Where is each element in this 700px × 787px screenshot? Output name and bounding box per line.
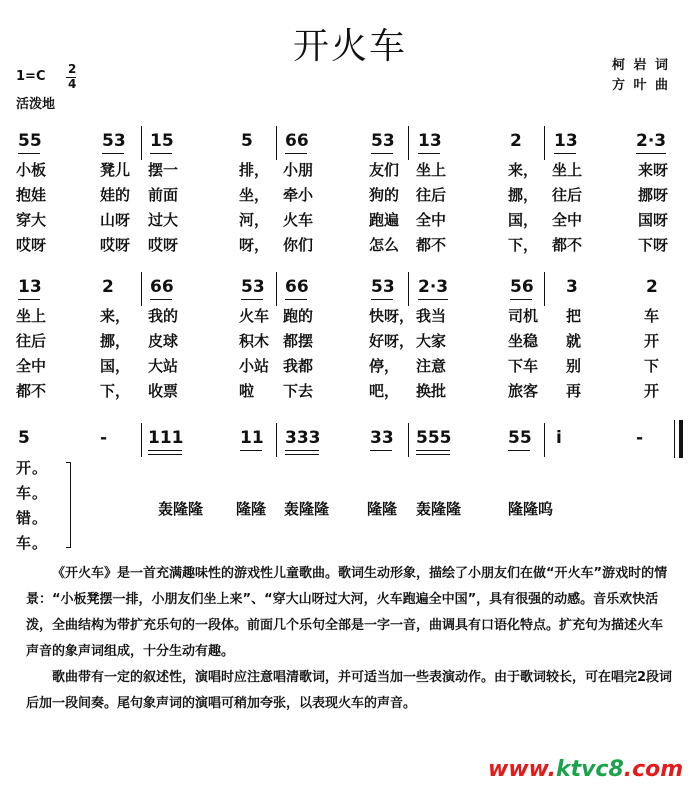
lyric: 摆一 xyxy=(148,161,179,179)
note: 11 xyxy=(240,428,264,448)
note: 13 xyxy=(18,277,42,297)
lyric: 娃的 xyxy=(100,186,131,204)
lyric: 注意 xyxy=(416,357,447,375)
barline xyxy=(141,423,142,457)
lyric: 别 xyxy=(566,357,582,375)
note-underline xyxy=(416,450,450,451)
note: 15 xyxy=(150,131,174,151)
note-underline xyxy=(285,299,307,300)
note: - xyxy=(100,428,108,448)
description-paragraph-2: 歌曲带有一定的叙述性，演唱时应注意唱清歌词，并可适当加一些表演动作。由于歌词较长，可在唱完2段词后加一段间奏。尾句象声词的演唱可稍加夸张，以表现火车的声音。 xyxy=(26,670,673,711)
note-underline xyxy=(285,450,319,451)
lyric: 凳儿 xyxy=(100,161,131,179)
note-underline xyxy=(148,454,182,455)
note: 555 xyxy=(416,428,452,448)
composer-credit: 方 叶 曲 xyxy=(612,78,671,93)
lyric: 你们 xyxy=(283,236,314,254)
barline xyxy=(276,423,277,457)
lyric: 全中 xyxy=(552,211,583,229)
lyric: 挪呀 xyxy=(638,186,669,204)
lyric: 下呀 xyxy=(638,236,669,254)
lyric: 下， xyxy=(100,382,131,400)
note: 2 xyxy=(646,277,658,297)
note-underline xyxy=(148,450,182,451)
lyric: 坐稳 xyxy=(508,332,539,350)
time-signature-line xyxy=(66,77,76,78)
onomatopoeia: 隆隆 xyxy=(367,500,398,518)
lyric: 大家 xyxy=(416,332,447,350)
lyric: 友们 xyxy=(369,161,400,179)
note: 2 xyxy=(510,131,522,151)
lyric: 来呀 xyxy=(638,161,669,179)
watermark-suffix: .com xyxy=(623,757,684,782)
onomatopoeia: 轰隆隆 xyxy=(284,500,330,518)
note-underline xyxy=(370,450,392,451)
note: 56 xyxy=(510,277,534,297)
key-signature: 1=C xyxy=(16,69,46,84)
lyric: 火车 xyxy=(239,307,270,325)
lyricist-credit: 柯 岩 词 xyxy=(612,58,671,73)
note: 55 xyxy=(18,131,42,151)
note-underline xyxy=(371,153,393,154)
barline xyxy=(408,126,409,160)
lyric: 都不 xyxy=(16,382,47,400)
end-char: 车 xyxy=(16,484,32,502)
lyric: 旅客 xyxy=(508,382,539,400)
lyric: 山呀 xyxy=(100,211,131,229)
note-underline xyxy=(508,450,530,451)
lyric: 开 xyxy=(644,382,660,400)
lyric: 小朋 xyxy=(283,161,314,179)
lyric: 国， xyxy=(508,211,539,229)
lyric: 司机 xyxy=(508,307,539,325)
note: 66 xyxy=(285,277,309,297)
lyric: 坐上 xyxy=(552,161,583,179)
note-underline xyxy=(285,454,319,455)
lyric: 狗的 xyxy=(369,186,400,204)
lyric: 都不 xyxy=(552,236,583,254)
lyric: 我当 xyxy=(416,307,447,325)
barline xyxy=(408,272,409,306)
lyric: 坐， xyxy=(239,186,270,204)
lyric: 跑的 xyxy=(283,307,314,325)
lyric: 下车 xyxy=(508,357,539,375)
note: i xyxy=(556,428,562,448)
lyric: 停， xyxy=(369,357,400,375)
lyric: 再 xyxy=(566,382,582,400)
lyric: 国呀 xyxy=(638,211,669,229)
lyric: 下， xyxy=(508,236,539,254)
tempo-marking: 活泼地 xyxy=(16,97,56,112)
end-dot: 。 xyxy=(32,484,48,502)
end-char: 车 xyxy=(16,534,32,552)
lyric: 来， xyxy=(100,307,131,325)
lyric: 挪， xyxy=(508,186,539,204)
lyric: 哎呀 xyxy=(100,236,131,254)
lyric: 小站 xyxy=(239,357,270,375)
lyric: 往后 xyxy=(16,332,47,350)
barline xyxy=(141,272,142,306)
note: 55 xyxy=(508,428,532,448)
note-underline xyxy=(636,153,666,154)
lyric: 哎呀 xyxy=(148,236,179,254)
lyric: 火车 xyxy=(283,211,314,229)
lyric: 啦 xyxy=(239,382,255,400)
lyric: 小板 xyxy=(16,161,47,179)
note: 5 xyxy=(18,428,30,448)
end-char: 错 xyxy=(16,509,32,527)
lyric: 快呀， xyxy=(369,307,415,325)
lyric: 怎么 xyxy=(369,236,400,254)
barline xyxy=(408,423,409,457)
lyric: 就 xyxy=(566,332,582,350)
note: 2·3 xyxy=(636,131,667,151)
note-underline xyxy=(371,299,393,300)
lyric: 往后 xyxy=(416,186,447,204)
lyric: 下 xyxy=(644,357,660,375)
description-paragraph-1: 《开火车》是一首充满趣味性的游戏性儿童歌曲。歌词生动形象，描绘了小朋友们在做“开火车”游戏时的情景：“小板凳摆一排，小朋友们坐上来”、“穿大山呀过大河，火车跑遍全中国”，具有很强的动感。音乐欢快活泼，全曲结构为带扩充乐句的一段体。前面几个乐句全部是一字一音，曲调具有口语化特点。扩充句为描述火车声音的象声词组成，十分生动有趣。 xyxy=(26,566,668,659)
final-barline-thin xyxy=(674,420,675,458)
lyric: 坐上 xyxy=(416,161,447,179)
onomatopoeia: 隆隆呜 xyxy=(508,500,554,518)
lyric: 积木 xyxy=(239,332,270,350)
lyric: 河， xyxy=(239,211,270,229)
note: 2·3 xyxy=(418,277,449,297)
lyric: 挪， xyxy=(100,332,131,350)
note: 66 xyxy=(150,277,174,297)
note-underline xyxy=(416,454,450,455)
lyric: 哎呀 xyxy=(16,236,47,254)
watermark-mid: ktvc8 xyxy=(555,757,624,782)
note: 33 xyxy=(370,428,394,448)
barline xyxy=(544,126,545,160)
lyric: 往后 xyxy=(552,186,583,204)
watermark-prefix: www. xyxy=(488,757,556,782)
note-underline xyxy=(418,299,448,300)
barline xyxy=(544,272,545,306)
lyric: 国， xyxy=(100,357,131,375)
note-underline xyxy=(150,299,172,300)
lyric: 车 xyxy=(644,307,660,325)
lyric: 吧， xyxy=(369,382,400,400)
note-underline xyxy=(240,450,262,451)
note: 333 xyxy=(285,428,321,448)
lyric: 来， xyxy=(508,161,539,179)
lyric: 开 xyxy=(644,332,660,350)
lyric: 呀， xyxy=(239,236,270,254)
lyric: 全中 xyxy=(16,357,47,375)
note-underline xyxy=(554,153,576,154)
note: - xyxy=(636,428,644,448)
final-barline-thick xyxy=(679,420,683,458)
note: 53 xyxy=(371,131,395,151)
note-underline xyxy=(18,153,40,154)
site-watermark xyxy=(488,757,683,782)
barline xyxy=(141,126,142,160)
end-dot: 。 xyxy=(32,509,48,527)
note-underline xyxy=(510,299,532,300)
lyric: 前面 xyxy=(148,186,179,204)
verse-bracket xyxy=(66,462,71,548)
lyric: 跑遍 xyxy=(369,211,400,229)
song-description xyxy=(26,561,674,717)
end-dot: 。 xyxy=(32,534,48,552)
lyric: 大站 xyxy=(148,357,179,375)
note-underline xyxy=(102,153,124,154)
barline xyxy=(276,272,277,306)
lyric: 牵小 xyxy=(283,186,314,204)
onomatopoeia: 轰隆隆 xyxy=(416,500,462,518)
note: 13 xyxy=(418,131,442,151)
barline xyxy=(276,126,277,160)
note: 2 xyxy=(102,277,114,297)
note: 13 xyxy=(554,131,578,151)
lyric: 穿大 xyxy=(16,211,47,229)
lyric: 收票 xyxy=(148,382,179,400)
lyric: 抱娃 xyxy=(16,186,47,204)
lyric: 好呀， xyxy=(369,332,415,350)
end-char: 开 xyxy=(16,459,32,477)
note-underline xyxy=(418,153,440,154)
lyric: 皮球 xyxy=(148,332,179,350)
end-dot: 。 xyxy=(32,459,48,477)
lyric: 我都 xyxy=(283,357,314,375)
lyric: 都摆 xyxy=(283,332,314,350)
note: 53 xyxy=(371,277,395,297)
lyric: 过大 xyxy=(148,211,179,229)
onomatopoeia: 隆隆 xyxy=(236,500,267,518)
note: 66 xyxy=(285,131,309,151)
note: 5 xyxy=(241,131,253,151)
time-signature-top: 2 xyxy=(68,62,77,76)
note-underline xyxy=(241,299,263,300)
note-underline xyxy=(150,153,172,154)
lyric: 排， xyxy=(239,161,270,179)
barline xyxy=(544,423,545,457)
lyric: 都不 xyxy=(416,236,447,254)
onomatopoeia: 轰隆隆 xyxy=(158,500,204,518)
lyric: 换批 xyxy=(416,382,447,400)
lyric: 下去 xyxy=(283,382,314,400)
time-signature-bottom: 4 xyxy=(68,77,77,91)
song-title: 开火车 xyxy=(292,26,407,67)
note-underline xyxy=(18,299,40,300)
note: 111 xyxy=(148,428,184,448)
lyric: 把 xyxy=(566,307,582,325)
note-underline xyxy=(285,153,307,154)
lyric: 全中 xyxy=(416,211,447,229)
note: 3 xyxy=(566,277,578,297)
note: 53 xyxy=(102,131,126,151)
lyric: 我的 xyxy=(148,307,179,325)
note: 53 xyxy=(241,277,265,297)
lyric: 坐上 xyxy=(16,307,47,325)
